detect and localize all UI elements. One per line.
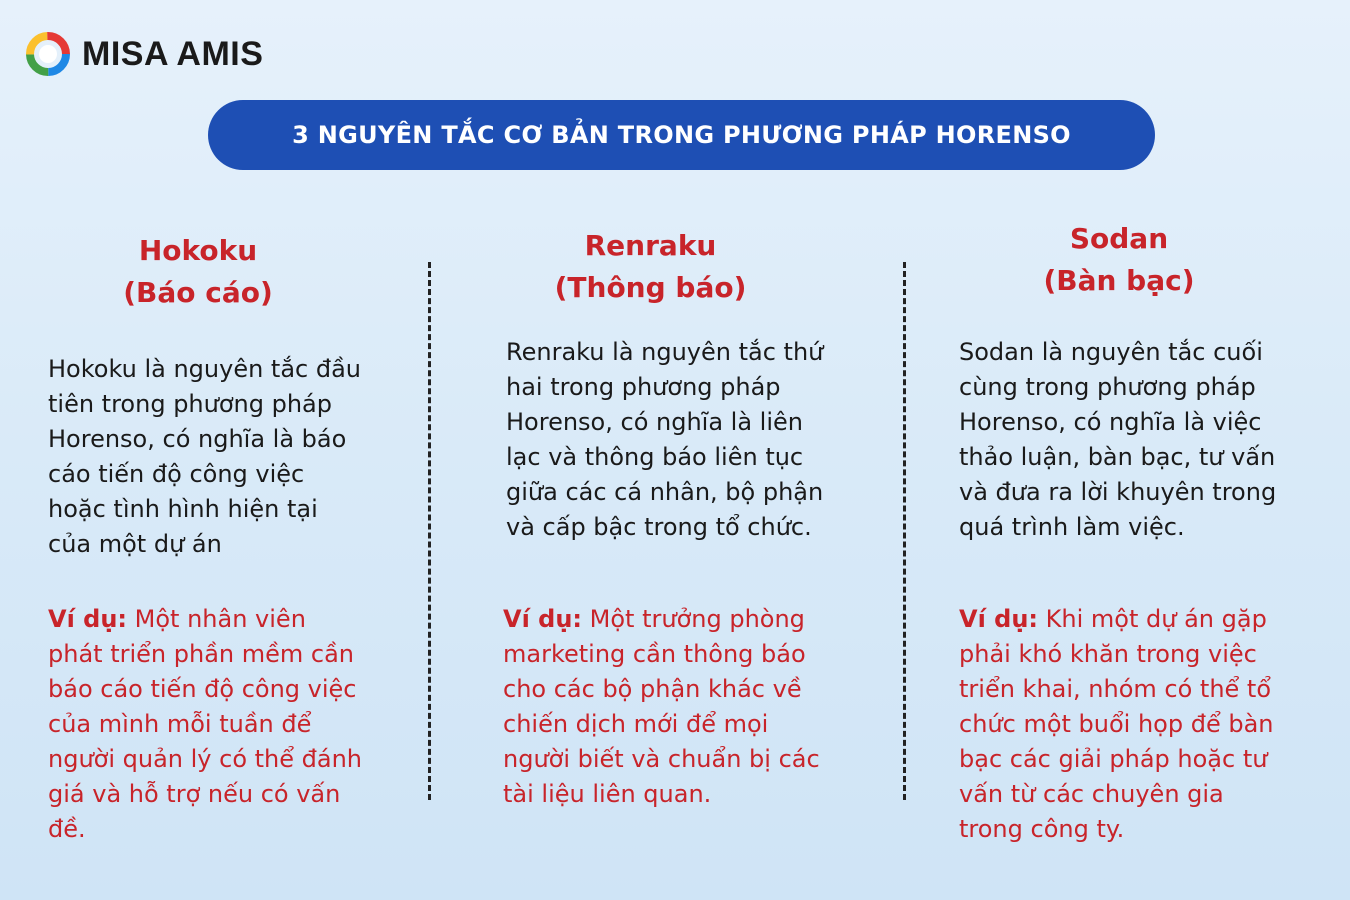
example-label: Ví dụ: (959, 605, 1039, 633)
column-hokoku (48, 230, 378, 870)
example-label: Ví dụ: (48, 605, 128, 633)
example-text: Khi một dự án gặp phải khó khăn trong việc triển khai, nhóm có thể tổ chức một buổi họp để bàn bạc các giải pháp hoặc tư vấn từ các chuyên gia trong công ty. (959, 605, 1274, 843)
column-title (48, 230, 348, 314)
misa-logo-icon (24, 30, 72, 78)
column-example (48, 602, 368, 847)
column-divider (903, 262, 906, 800)
column-description: Hokoku là nguyên tắc đầu tiên trong phương pháp Horenso, có nghĩa là báo cáo tiến độ công việc hoặc tình hình hiện tại của một dự án (48, 355, 362, 558)
brand-name: MISA AMIS (82, 34, 264, 73)
example-text: Một nhân viên phát triển phần mềm cần báo cáo tiến độ công việc của mình mỗi tuần để người quản lý có thể đánh giá và hỗ trợ nếu có vấn đề. (48, 605, 363, 843)
brand-logo (24, 30, 263, 78)
column-title (958, 218, 1280, 302)
title-line-1: Hokoku (138, 234, 258, 267)
column-renraku (503, 225, 833, 865)
title-line-2: (Báo cáo) (123, 276, 273, 309)
column-title (503, 225, 798, 309)
title-line-1: Renraku (584, 229, 717, 262)
title-banner (208, 100, 1155, 170)
example-text: Một trưởng phòng marketing cần thông báo cho các bộ phận khác về chiến dịch mới để mọi người biết và chuẩn bị các tài liệu liên quan. (503, 605, 820, 808)
title-line-1: Sodan (1069, 222, 1169, 255)
column-divider (428, 262, 431, 800)
column-description: Renraku là nguyên tắc thứ hai trong phương pháp Horenso, có nghĩa là liên lạc và thông báo liên tục giữa các cá nhân, bộ phận và cấp bậc trong tổ chức. (506, 338, 824, 541)
column-example (959, 602, 1284, 847)
column-sodan (958, 218, 1288, 888)
example-label: Ví dụ: (503, 605, 583, 633)
banner-title: 3 NGUYÊN TẮC CƠ BẢN TRONG PHƯƠNG PHÁP HORENSO (292, 121, 1071, 149)
column-description: Sodan là nguyên tắc cuối cùng trong phương pháp Horenso, có nghĩa là việc thảo luận, bàn bạc, tư vấn và đưa ra lời khuyên trong quá trình làm việc. (959, 338, 1277, 541)
column-example (503, 602, 823, 812)
title-line-2: (Thông báo) (554, 271, 747, 304)
title-line-2: (Bàn bạc) (1043, 264, 1195, 297)
